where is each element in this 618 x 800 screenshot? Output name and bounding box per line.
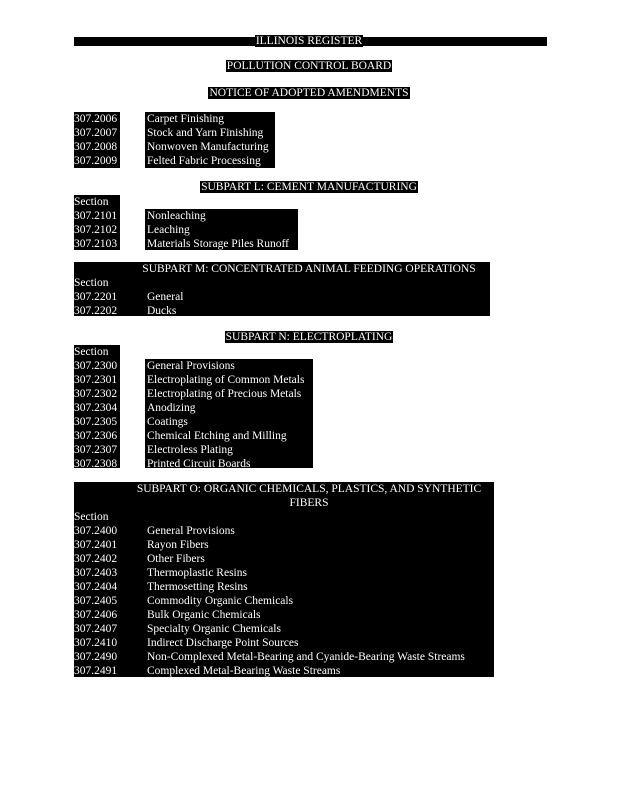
section-label-row: [0, 345, 618, 359]
list-item: [0, 223, 618, 237]
section-title: Thermosetting Resins: [147, 581, 248, 593]
subpart-n-heading-row: [0, 330, 618, 344]
section-number: 307.2006: [74, 113, 118, 125]
section-label-row: [0, 276, 618, 290]
section-title: Rayon Fibers: [147, 539, 209, 551]
section-number: 307.2406: [74, 609, 118, 621]
list-item: [0, 415, 618, 429]
section-title: Nonwoven Manufacturing: [147, 141, 269, 153]
section-number: 307.2400: [74, 525, 118, 537]
board-title-row: [0, 59, 618, 73]
section-title: Indirect Discharge Point Sources: [147, 637, 299, 649]
section-number: 307.2300: [74, 360, 118, 372]
list-item: [0, 622, 618, 636]
section-title: Thermoplastic Resins: [147, 567, 247, 579]
section-number: 307.2202: [74, 305, 118, 317]
list-item: [0, 304, 618, 318]
section-number: 307.2304: [74, 402, 118, 414]
list-item: [0, 359, 618, 373]
section-number: 307.2101: [74, 210, 118, 222]
section-number: 307.2401: [74, 539, 118, 551]
section-number: 307.2404: [74, 581, 118, 593]
section-label-row: [0, 195, 618, 209]
section-title: Chemical Etching and Milling: [147, 430, 287, 442]
list-item: [0, 457, 618, 471]
subpart-o-heading-line2: FIBERS: [289, 497, 329, 509]
section-title: Carpet Finishing: [147, 113, 224, 125]
subpart-n-heading: SUBPART N: ELECTROPLATING: [225, 331, 393, 343]
section-number: 307.2490: [74, 651, 118, 663]
list-item: [0, 209, 618, 223]
notice-title: NOTICE OF ADOPTED AMENDMENTS: [209, 87, 409, 99]
section-title: Anodizing: [147, 402, 196, 414]
list-item: [0, 112, 618, 126]
list-item: [0, 237, 618, 251]
subpart-l-heading-row: [0, 180, 618, 194]
list-item: [0, 636, 618, 650]
section-title: General Provisions: [147, 525, 235, 537]
subpart-o-heading-line1: SUBPART O: ORGANIC CHEMICALS, PLASTICS, AND SYNTHETIC: [136, 483, 482, 495]
list-item: [0, 429, 618, 443]
section-number: 307.2008: [74, 141, 118, 153]
section-title: Electroplating of Common Metals: [147, 374, 305, 386]
list-item: [0, 650, 618, 664]
subpart-o-heading-row-1: [0, 482, 618, 496]
section-title: Felted Fabric Processing: [147, 155, 261, 167]
list-item: [0, 608, 618, 622]
subpart-o-heading-row-2: [0, 496, 618, 510]
section-title: Non-Complexed Metal-Bearing and Cyanide-Bearing Waste Streams: [147, 651, 465, 663]
list-item: [0, 580, 618, 594]
section-title: Leaching: [147, 224, 190, 236]
section-number: 307.2103: [74, 238, 118, 250]
register-title-row: [0, 34, 618, 48]
list-item: [0, 290, 618, 304]
section-title: Electroplating of Precious Metals: [147, 388, 302, 400]
section-title: Commodity Organic Chemicals: [147, 595, 294, 607]
section-title: Other Fibers: [147, 553, 205, 565]
section-number: 307.2301: [74, 374, 118, 386]
section-title: Ducks: [147, 305, 177, 317]
board-title: POLLUTION CONTROL BOARD: [226, 60, 392, 72]
section-label: Section: [74, 196, 109, 208]
section-label-row: [0, 510, 618, 524]
section-title: Complexed Metal-Bearing Waste Streams: [147, 665, 341, 677]
list-item: [0, 154, 618, 168]
section-title: General: [147, 291, 184, 303]
section-number: 307.2302: [74, 388, 118, 400]
list-item: [0, 524, 618, 538]
notice-title-row: [0, 86, 618, 100]
section-label: Section: [74, 346, 109, 358]
section-title: Coatings: [147, 416, 188, 428]
section-number: 307.2410: [74, 637, 118, 649]
section-number: 307.2102: [74, 224, 118, 236]
section-title: Nonleaching: [147, 210, 206, 222]
list-item: [0, 373, 618, 387]
section-number: 307.2407: [74, 623, 118, 635]
section-number: 307.2491: [74, 665, 118, 677]
section-number: 307.2007: [74, 127, 118, 139]
section-title: Printed Circuit Boards: [147, 458, 251, 470]
register-title: ILLINOIS REGISTER: [255, 35, 363, 47]
subpart-l-heading: SUBPART L: CEMENT MANUFACTURING: [201, 181, 417, 193]
section-title: Electroless Plating: [147, 444, 233, 456]
list-item: [0, 552, 618, 566]
section-number: 307.2308: [74, 458, 118, 470]
section-number: 307.2009: [74, 155, 118, 167]
list-item: [0, 140, 618, 154]
list-item: [0, 126, 618, 140]
list-item: [0, 664, 618, 678]
section-number: 307.2403: [74, 567, 118, 579]
subpart-m-heading: SUBPART M: CONCENTRATED ANIMAL FEEDING OPERATIONS: [142, 263, 476, 275]
section-title: Bulk Organic Chemicals: [147, 609, 261, 621]
section-title: Stock and Yarn Finishing: [147, 127, 264, 139]
list-item: [0, 566, 618, 580]
list-item: [0, 594, 618, 608]
section-label: Section: [74, 511, 109, 523]
section-number: 307.2402: [74, 553, 118, 565]
list-item: [0, 387, 618, 401]
list-item: [0, 401, 618, 415]
section-title: Specialty Organic Chemicals: [147, 623, 281, 635]
section-title: Materials Storage Piles Runoff: [147, 238, 289, 250]
section-title: General Provisions: [147, 360, 235, 372]
list-item: [0, 538, 618, 552]
list-item: [0, 443, 618, 457]
section-number: 307.2307: [74, 444, 118, 456]
section-number: 307.2201: [74, 291, 118, 303]
section-number: 307.2305: [74, 416, 118, 428]
section-number: 307.2405: [74, 595, 118, 607]
section-number: 307.2306: [74, 430, 118, 442]
subpart-m-heading-row: [0, 262, 618, 276]
section-label: Section: [74, 277, 109, 289]
